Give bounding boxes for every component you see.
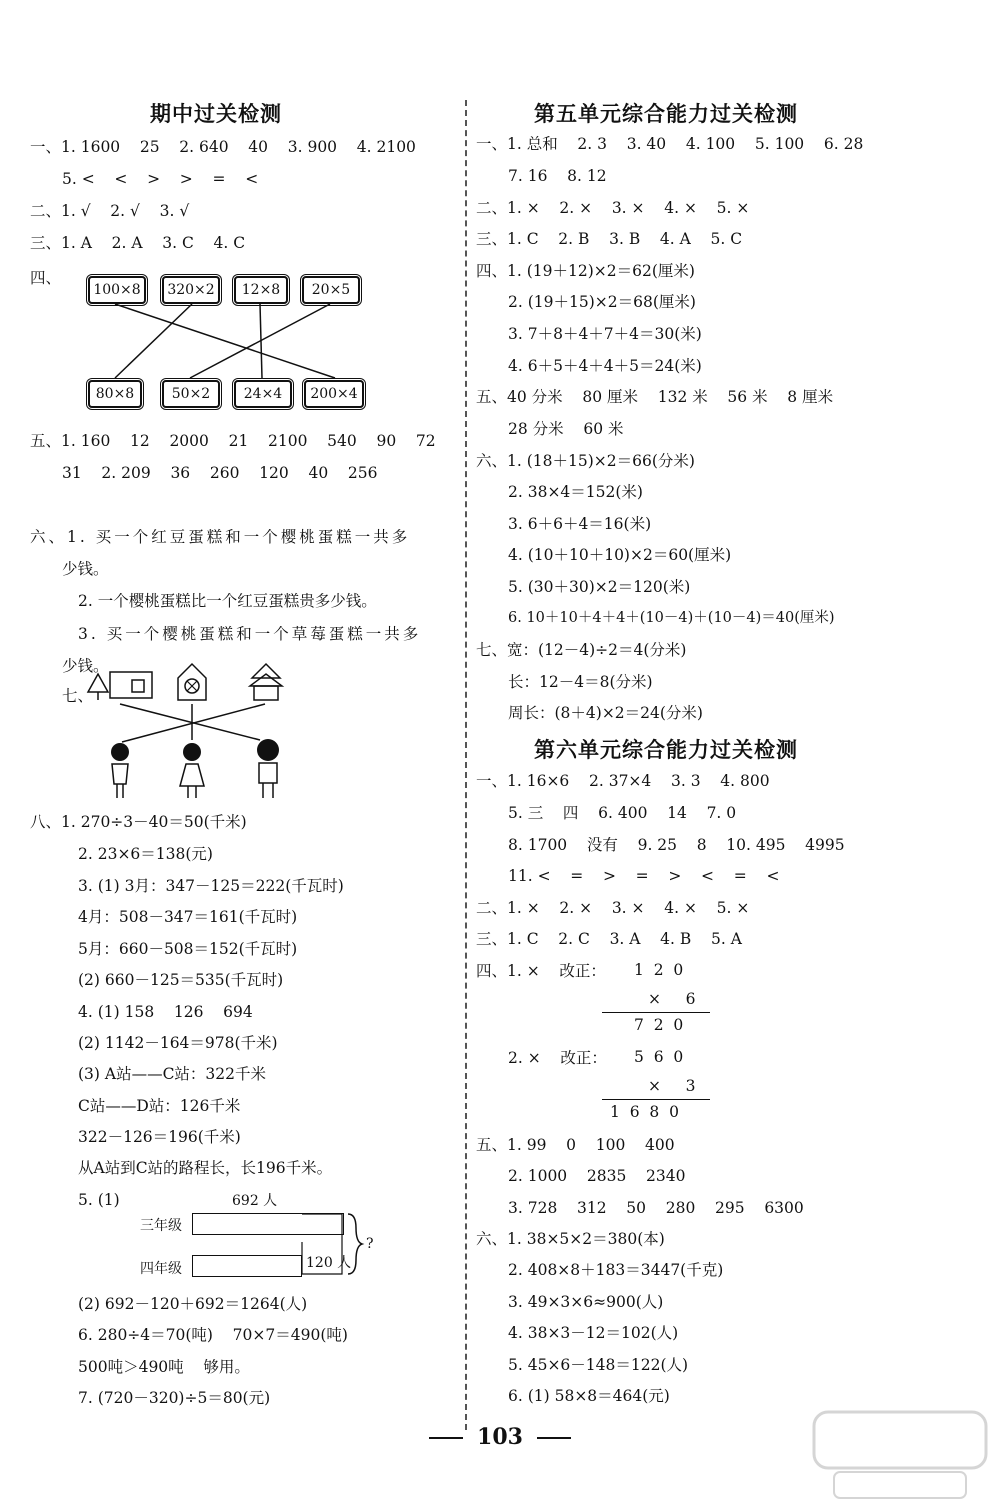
answer-line: 4. 38×3－12＝102(人) xyxy=(508,1324,679,1342)
answer-line: 二、1. √ 2. √ 3. √ xyxy=(30,202,190,220)
answer-line: 2. 38×4＝152(米) xyxy=(508,483,643,501)
match-box-top: 320×2 xyxy=(162,276,220,304)
answer-line: (3) A站——C站：322千米 xyxy=(78,1065,267,1083)
calc2-row3: 1 6 8 0 xyxy=(610,1103,680,1121)
answer-line: 六、1. (18＋15)×2＝66(分米) xyxy=(476,452,695,470)
answer-line: 3. 买一个樱桃蛋糕和一个草莓蛋糕一共多 xyxy=(78,625,422,643)
answer-line: 6. (1) 58×8＝464(元) xyxy=(508,1387,670,1405)
answer-line: 5. 三 四 6. 400 14 7. 0 xyxy=(508,804,737,822)
house-target-icon xyxy=(178,664,206,700)
answer-line: 六、1. 38×5×2＝380(本) xyxy=(476,1230,665,1248)
bar-diff-label: 120 人 xyxy=(306,1255,352,1271)
answer-line: 八、1. 270÷3－40＝50(千米) xyxy=(30,813,247,831)
bar-grade4 xyxy=(192,1255,302,1277)
answer-line: 3. 728 312 50 280 295 6300 xyxy=(508,1199,804,1217)
answer-line: 5. (1) xyxy=(78,1191,120,1209)
page-number-dash-left xyxy=(429,1437,463,1439)
watermark-logo xyxy=(810,1408,990,1503)
bar-question-mark: ? xyxy=(366,1236,374,1252)
houses-and-children-illustration xyxy=(80,660,300,805)
answer-line: 三、1. C 2. B 3. B 4. A 5. C xyxy=(476,230,743,248)
pagoda-house-icon xyxy=(250,664,282,700)
section-title-midterm: 期中过关检测 xyxy=(150,102,282,126)
answer-line: 5月：660－508＝152(千瓦时) xyxy=(78,940,298,958)
answer-line: 三、1. C 2. C 3. A 4. B 5. A xyxy=(476,930,742,948)
answer-line: 3. 7＋8＋4＋7＋4＝30(米) xyxy=(508,325,702,343)
match-box-top: 100×8 xyxy=(88,276,146,304)
page-number-text: 103 xyxy=(477,1424,523,1450)
answer-line: (2) 1142－164＝978(千米) xyxy=(78,1034,278,1052)
page-number-dash-right xyxy=(537,1437,571,1439)
answer-line: 四、1. (19＋12)×2＝62(厘米) xyxy=(476,262,695,280)
answer-line: 五、40 分米 80 厘米 132 米 56 米 8 厘米 xyxy=(476,388,834,406)
calc1-rule xyxy=(602,1012,710,1013)
answer-line: 31 2. 209 36 260 120 40 256 xyxy=(62,464,378,482)
match-box-bottom: 200×4 xyxy=(304,380,364,408)
bar-label-grade3: 三年级 xyxy=(140,1218,182,1234)
answer-line: 长：12－4＝8(分米) xyxy=(508,673,653,691)
answer-line: 五、1. 160 12 2000 21 2100 540 90 72 xyxy=(30,432,436,450)
calc1-row3: 7 2 0 xyxy=(634,1016,684,1034)
match-box-top: 12×8 xyxy=(234,276,288,304)
answer-line: (2) 692－120＋692＝1264(人) xyxy=(78,1295,308,1313)
calc1-row1: 1 2 0 xyxy=(634,961,684,979)
answer-line: 二、1. × 2. × 3. × 4. × 5. × xyxy=(476,899,750,917)
bar-label-grade4: 四年级 xyxy=(140,1261,182,1277)
child-dress-icon xyxy=(180,743,204,798)
answer-line: 6. 280÷4＝70(吨) 70×7＝490(吨) xyxy=(78,1326,348,1344)
answer-line: 一、1. 1600 25 2. 640 40 3. 900 4. 2100 xyxy=(30,138,416,156)
calc2-row1: 5 6 0 xyxy=(634,1048,684,1066)
answer-line: 周长：(8＋4)×2＝24(分米) xyxy=(508,704,703,722)
answer-line: 少钱。 xyxy=(62,560,109,578)
answer-line: 7. 16 8. 12 xyxy=(508,167,607,185)
answer-line: 四、 xyxy=(30,269,62,287)
match-box-bottom: 24×4 xyxy=(234,380,292,408)
child-boy-icon xyxy=(257,739,279,798)
answer-line: 一、1. 总和 2. 3 3. 40 4. 100 5. 100 6. 28 xyxy=(476,135,864,153)
answer-line: 4. (10＋10＋10)×2＝60(厘米) xyxy=(508,546,732,564)
answer-line: 3. (1) 3月：347－125＝222(千瓦时) xyxy=(78,877,344,895)
answer-line: 28 分米 60 米 xyxy=(508,420,624,438)
section-title-unit5: 第五单元综合能力过关检测 xyxy=(534,102,798,126)
match-box-bottom: 50×2 xyxy=(162,380,220,408)
answer-line: 3. 6＋6＋4＝16(米) xyxy=(508,515,652,533)
matching-lines xyxy=(0,0,470,420)
answer-line: 4. (1) 158 126 694 xyxy=(78,1003,253,1021)
match-box-bottom: 80×8 xyxy=(88,380,142,408)
answer-line: 3. 49×3×6≈900(人) xyxy=(508,1293,664,1311)
answer-line: 六、1. 买一个红豆蛋糕和一个樱桃蛋糕一共多 xyxy=(30,528,411,546)
calc2-row2: × 3 xyxy=(648,1077,696,1095)
calc1-row2: × 6 xyxy=(648,990,696,1008)
answer-line: 5. < < > > = < xyxy=(62,170,259,188)
answer-line: 7. (720－320)÷5＝80(元) xyxy=(78,1389,271,1407)
child-girl-icon xyxy=(111,743,129,798)
answer-line: 11. < = > = > < = < xyxy=(508,867,780,885)
answer-line: 4. 6＋5＋4＋4＋5＝24(米) xyxy=(508,357,702,375)
answer-line: 500吨＞490吨 够用。 xyxy=(78,1358,250,1376)
answer-line: 一、1. 16×6 2. 37×4 3. 3 4. 800 xyxy=(476,772,770,790)
answer-line: 三、1. A 2. A 3. C 4. C xyxy=(30,234,246,252)
answer-line: 8. 1700 没有 9. 25 8 10. 495 4995 xyxy=(508,836,845,854)
bar-top-value: 692 人 xyxy=(232,1193,278,1209)
answer-line: 2. (19＋15)×2＝68(厘米) xyxy=(508,293,696,311)
answer-line: 七、 xyxy=(62,687,94,705)
answer-line: C站——D站：126千米 xyxy=(78,1097,241,1115)
answer-line: 2. × 改正： xyxy=(508,1049,607,1067)
section-title-unit6: 第六单元综合能力过关检测 xyxy=(534,738,798,762)
answer-line: 4月：508－347＝161(千瓦时) xyxy=(78,908,298,926)
answer-line: 6. 10＋10＋4＋4＋(10－4)＋(10－4)＝40(厘米) xyxy=(508,610,835,626)
answer-line: 七、宽：(12－4)÷2＝4(分米) xyxy=(476,641,687,659)
calc2-rule xyxy=(602,1099,710,1100)
answer-line: 5. (30＋30)×2＝120(米) xyxy=(508,578,691,596)
answer-line: 五、1. 99 0 100 400 xyxy=(476,1136,675,1154)
match-box-top: 20×5 xyxy=(302,276,360,304)
answer-line: 322－126＝196(千米) xyxy=(78,1128,241,1146)
tree-house-icon xyxy=(88,672,152,700)
answer-line: 二、1. × 2. × 3. × 4. × 5. × xyxy=(476,199,750,217)
answer-line: 四、1. × 改正： xyxy=(476,962,606,980)
answer-line: 少钱。 xyxy=(62,657,109,675)
answer-line: 5. 45×6－148＝122(人) xyxy=(508,1356,689,1374)
answer-line: 2. 23×6＝138(元) xyxy=(78,845,213,863)
answer-line: (2) 660－125＝535(千瓦时) xyxy=(78,971,284,989)
answer-line: 从A站到C站的路程长，长196千米。 xyxy=(78,1159,333,1177)
answer-line: 2. 1000 2835 2340 xyxy=(508,1167,686,1185)
answer-line: 2. 408×8＋183＝3447(千克) xyxy=(508,1261,724,1279)
answer-line: 2. 一个樱桃蛋糕比一个红豆蛋糕贵多少钱。 xyxy=(78,592,377,610)
